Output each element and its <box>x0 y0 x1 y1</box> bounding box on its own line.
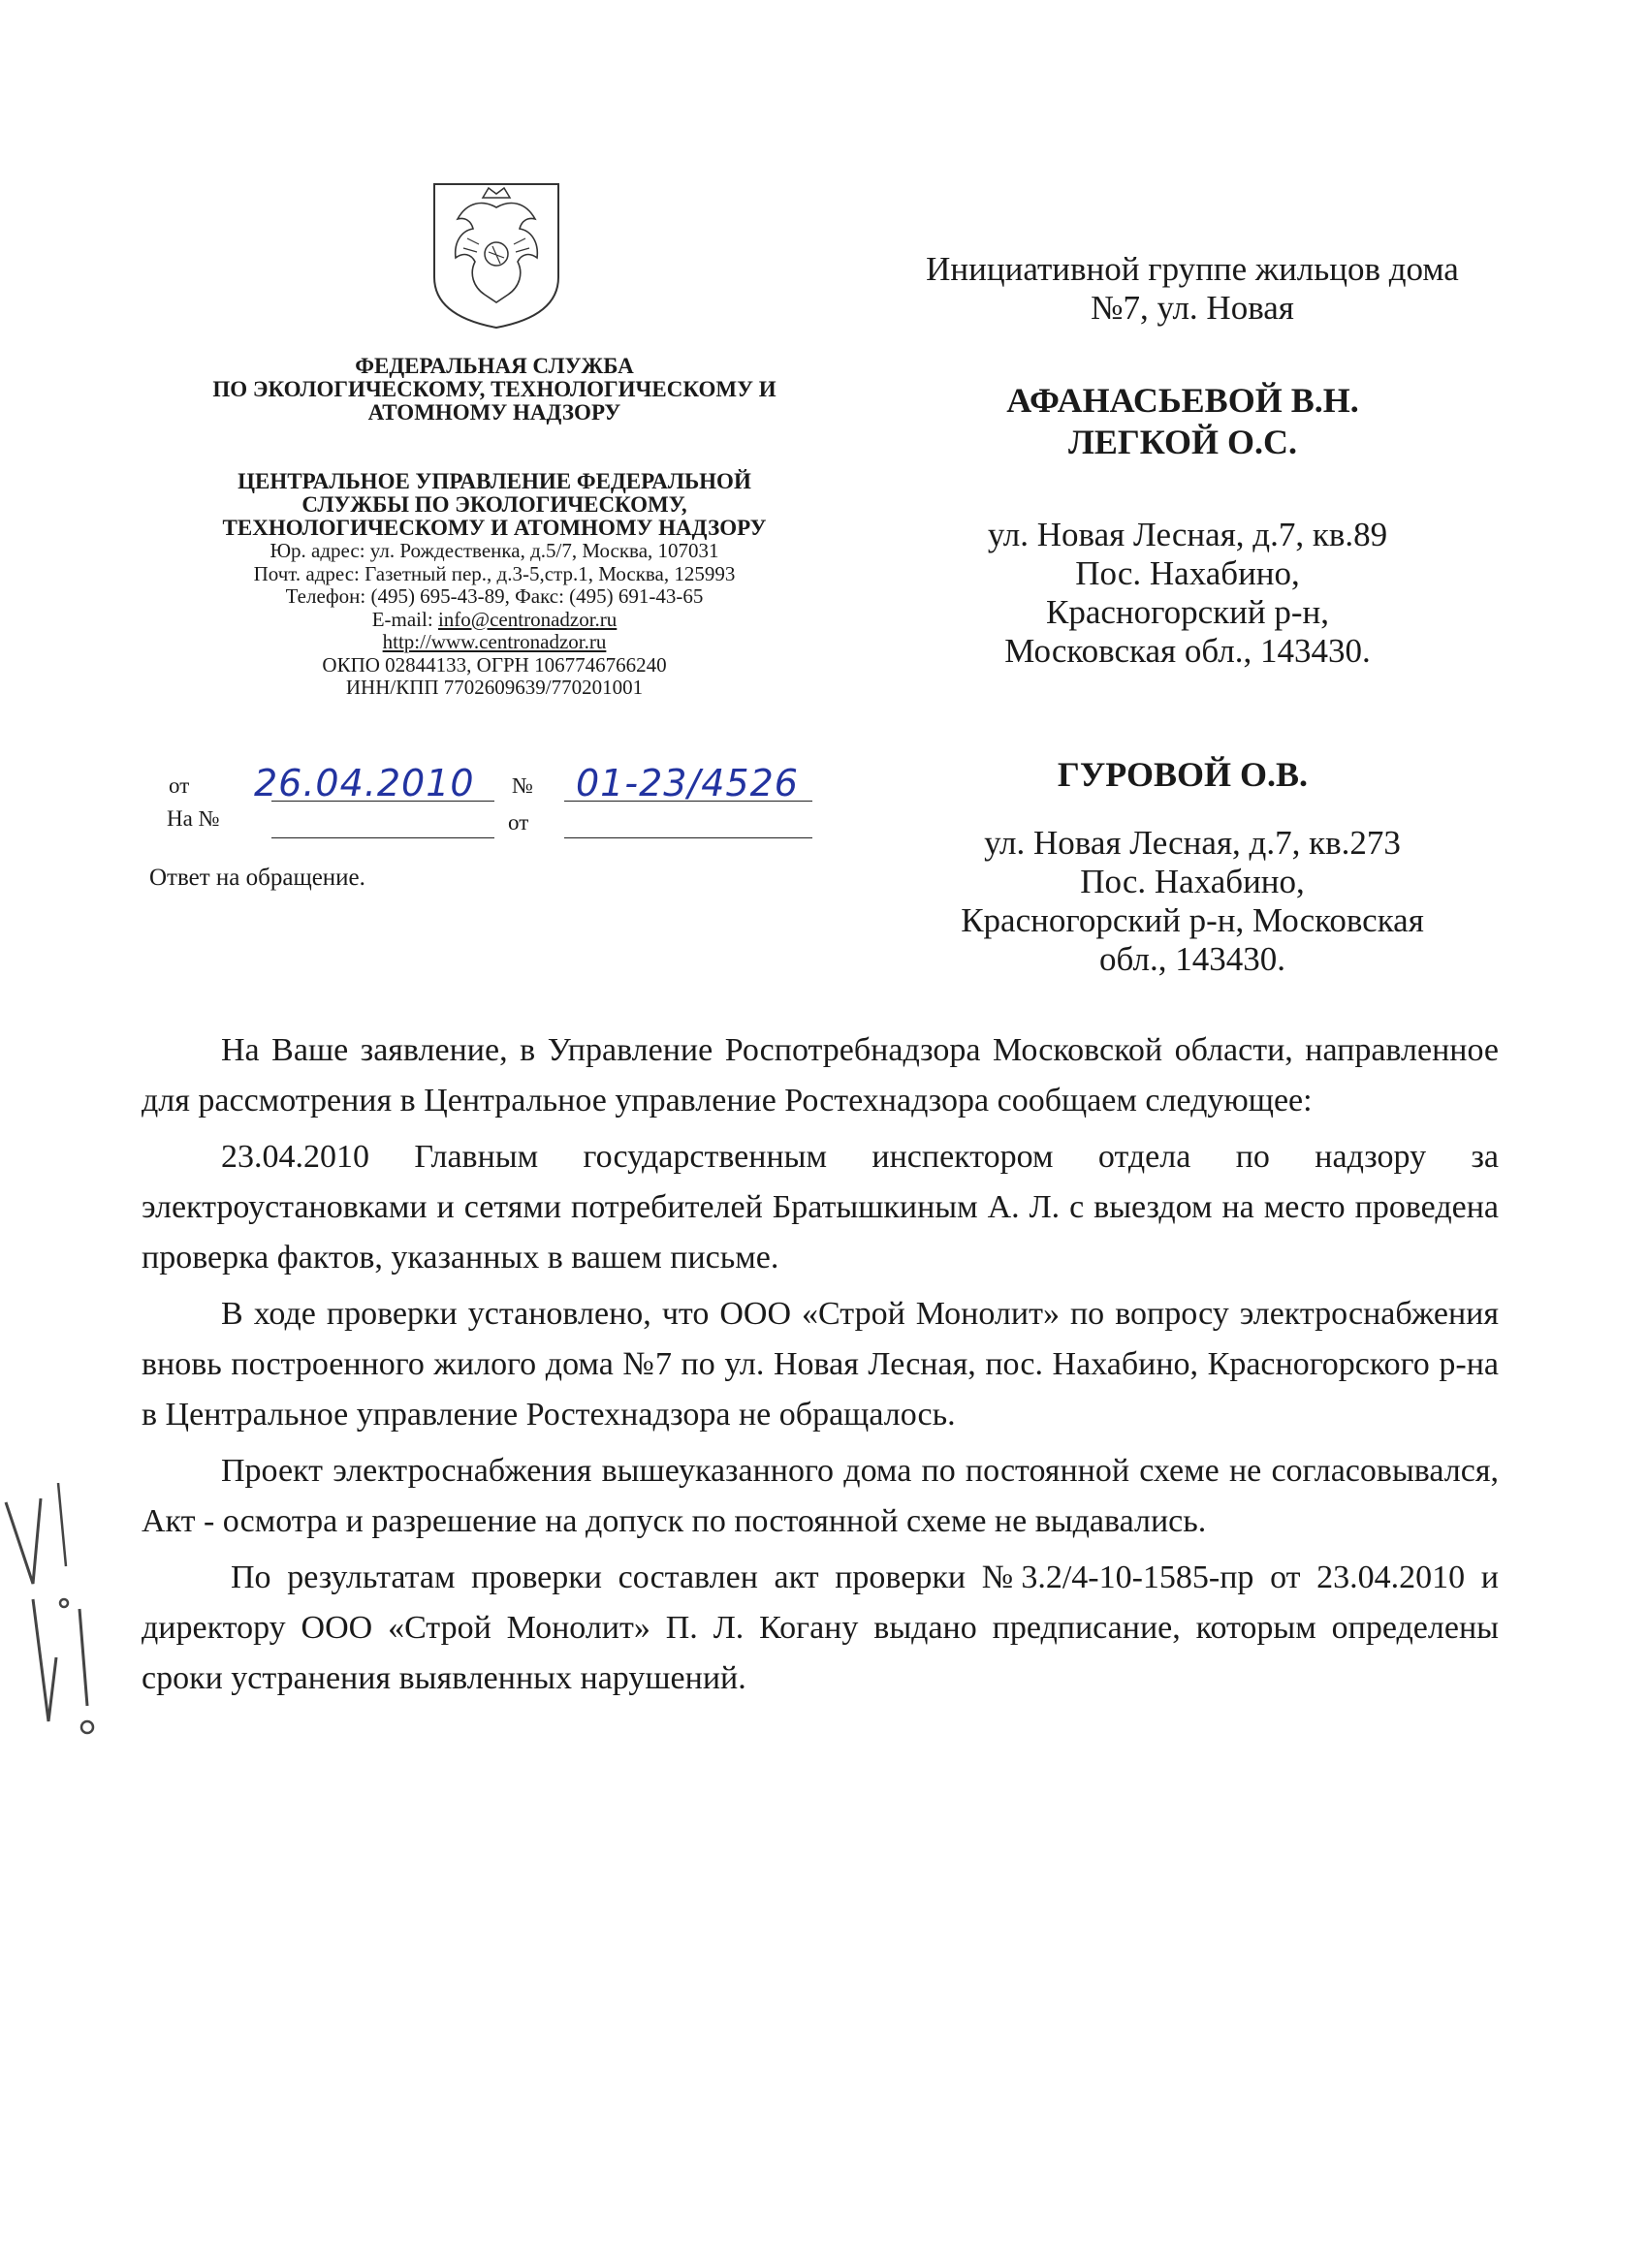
from-label: от <box>169 773 190 798</box>
address-line: Пос. Нахабино, <box>1080 863 1305 900</box>
department-block <box>155 470 834 700</box>
agency-line: ПО ЭКОЛОГИЧЕСКОМУ, ТЕХНОЛОГИЧЕСКОМУ И <box>212 377 776 401</box>
address-line: ул. Новая Лесная, д.7, кв.89 <box>987 516 1388 553</box>
recipient-name: ЛЕГКОЙ О.С. <box>1068 423 1297 461</box>
number-label: № <box>512 773 533 798</box>
address-line: обл., 143430. <box>1099 940 1285 978</box>
website-link[interactable]: http://www.centronadzor.ru <box>382 630 607 653</box>
email-line <box>155 609 834 632</box>
number-underline <box>564 801 812 802</box>
agency-line: АТОМНОМУ НАДЗОРУ <box>367 400 621 425</box>
website-line <box>155 631 834 654</box>
address-line: Пос. Нахабино, <box>1075 554 1300 592</box>
handwritten-number: 01-23/4526 <box>576 762 799 804</box>
body-paragraph: На Ваше заявление, в Управление Роспотребнадзора Московской области, направленное для рассмотрения в Центральное управление Ростехнадзора сообщаем следующее: <box>142 1032 1499 1118</box>
email-link[interactable]: info@centronadzor.ru <box>437 607 618 631</box>
recipient-address-1 <box>892 516 1483 671</box>
recipient-name-2: ГУРОВОЙ О.В. <box>1057 755 1309 794</box>
recipient-address-2 <box>872 824 1512 979</box>
recipient-name: АФАНАСЬЕВОЙ В.Н. <box>1006 381 1359 420</box>
address-line: Московская обл., 143430. <box>1004 632 1371 670</box>
recipient-group-line: №7, ул. Новая <box>1091 289 1294 327</box>
ref-date-underline <box>564 837 812 838</box>
subject-line: Ответ на обращение. <box>149 865 365 891</box>
agency-name <box>155 355 834 425</box>
address-line: Красногорский р-н, <box>1045 593 1329 631</box>
recipient-group <box>863 250 1522 328</box>
body-paragraph: По результатам проверки составлен акт проверки №3.2/4-10-1585-пр от 23.04.2010 и директору ООО «Строй Монолит» П. Л. Когану выдано предписание, которым определены сроки устранения выявленных нарушений. <box>142 1559 1499 1696</box>
okpo-ogrn: ОКПО 02844133, ОГРН 1067746766240 <box>322 652 667 677</box>
department-line: ЦЕНТРАЛЬНОЕ УПРАВЛЕНИЕ ФЕДЕРАЛЬНОЙ <box>238 469 751 493</box>
address-line: ул. Новая Лесная, д.7, кв.273 <box>984 824 1401 862</box>
phone-fax: Телефон: (495) 695-43-89, Факс: (495) 691-43-65 <box>285 584 704 608</box>
coat-of-arms-icon <box>425 180 568 331</box>
body-paragraph: 23.04.2010 Главным государственным инспектором отдела по надзору за электроустановками и сетями потребителей Братышкиным А. Л. с выездом на место проведена проверка фактов, указанных в вашем письме. <box>142 1139 1499 1276</box>
recipient-names-1 <box>872 380 1493 463</box>
department-line: ТЕХНОЛОГИЧЕСКОМУ И АТОМНОМУ НАДЗОРУ <box>222 516 767 540</box>
address-line: Красногорский р-н, Московская <box>961 901 1424 939</box>
handwritten-date: 26.04.2010 <box>254 762 475 804</box>
department-line: СЛУЖБЫ ПО ЭКОЛОГИЧЕСКОМУ, <box>301 492 687 517</box>
agency-line: ФЕДЕРАЛЬНАЯ СЛУЖБА <box>355 354 634 378</box>
inn-kpp: ИНН/КПП 7702609639/770201001 <box>345 676 644 699</box>
date-underline <box>271 801 494 802</box>
body-paragraph: Проект электроснабжения вышеуказанного дома по постоянной схеме не согласовывался, Акт - осмотра и разрешение на допуск по постоянной схеме не выдавались. <box>142 1453 1499 1539</box>
recipient-group-line: Инициативной группе жильцов дома <box>926 250 1459 288</box>
ref-from-label: от <box>508 810 529 835</box>
body-paragraph: В ходе проверки установлено, что ООО «Строй Монолит» по вопросу электроснабжения вновь построенного жилого дома №7 по ул. Новая Лесная, пос. Нахабино, Красногорского р-на в Центральное управление Ростехнадзора не обращалось. <box>142 1296 1499 1433</box>
ref-number-label: На № <box>167 806 220 831</box>
email-label: E-mail: <box>371 607 438 631</box>
handwritten-margin-marks <box>0 1483 97 1745</box>
ref-number-underline <box>271 837 494 838</box>
legal-address: Юр. адрес: ул. Рождественка, д.5/7, Москва, 107031 <box>269 539 719 562</box>
postal-address: Почт. адрес: Газетный пер., д.3-5,стр.1, Москва, 125993 <box>253 561 736 585</box>
letter-body <box>142 1025 1499 1704</box>
